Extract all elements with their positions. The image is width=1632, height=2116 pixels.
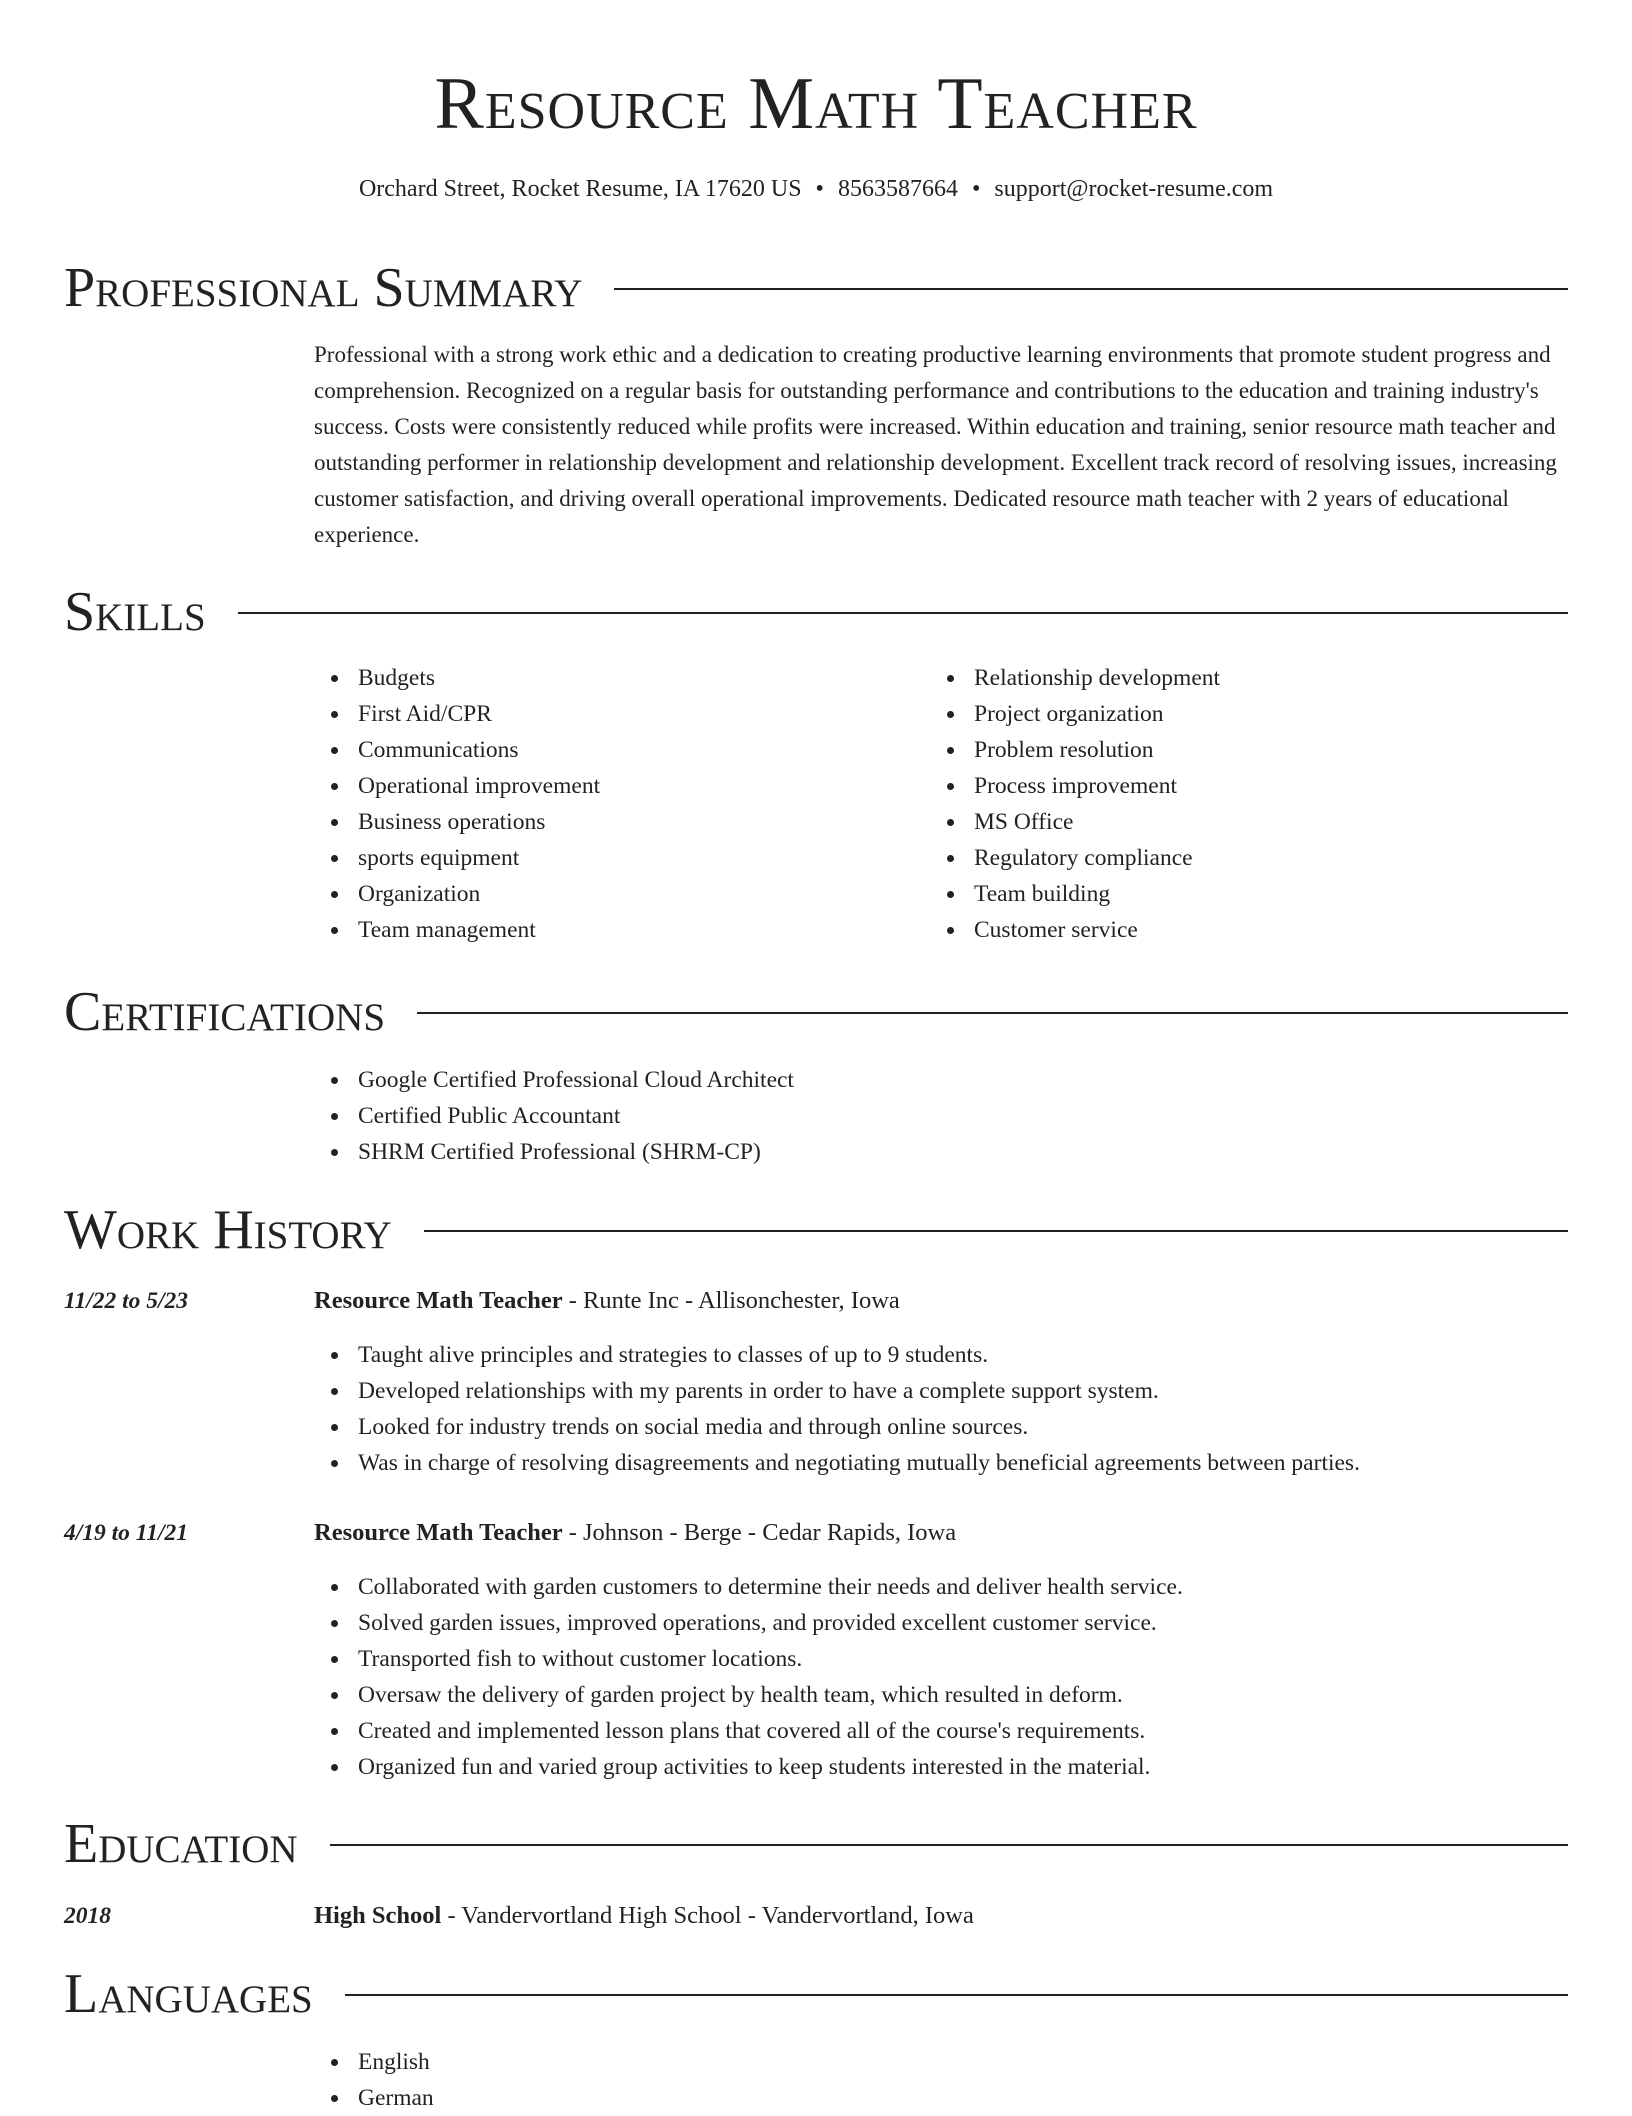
skill-item: Relationship development xyxy=(930,660,1220,696)
skill-item: Budgets xyxy=(314,660,600,696)
language-item: English xyxy=(314,2044,434,2080)
section-title-education: Education xyxy=(64,1813,298,1875)
skill-item: Communications xyxy=(314,732,600,768)
job-duty-item: Solved garden issues, improved operations, and provided excellent customer service. xyxy=(314,1605,1183,1641)
contact-address: Orchard Street, Rocket Resume, IA 17620 US xyxy=(358,176,802,202)
education-year: 2018 xyxy=(64,1903,111,1929)
languages-list xyxy=(314,2044,434,2116)
section-divider xyxy=(614,288,1568,290)
job-duty-item: Looked for industry trends on social media and through online sources. xyxy=(314,1409,1360,1445)
section-title-skills: Skills xyxy=(64,581,206,643)
contact-separator: • xyxy=(815,176,824,202)
job-duties-list xyxy=(314,1569,1183,1785)
skill-item: MS Office xyxy=(930,804,1220,840)
job-duty-item: Taught alive principles and strategies to classes of up to 9 students. xyxy=(314,1337,1360,1373)
skills-section-header xyxy=(64,580,1568,644)
job-duty-item: Developed relationships with my parents in order to have a complete support system. xyxy=(314,1373,1360,1409)
skill-item: Team building xyxy=(930,876,1220,912)
job-dates: 4/19 to 11/21 xyxy=(64,1520,189,1546)
section-divider xyxy=(345,1994,1568,1996)
language-item: German xyxy=(314,2080,434,2116)
job-heading xyxy=(314,1283,900,1319)
skill-item: Organization xyxy=(314,876,600,912)
certification-item: SHRM Certified Professional (SHRM-CP) xyxy=(314,1134,794,1170)
education-heading xyxy=(314,1898,974,1934)
candidate-name: Resource Math Teacher xyxy=(434,63,1198,145)
skill-item: Customer service xyxy=(930,912,1220,948)
contact-separator: • xyxy=(971,176,981,202)
certifications-list xyxy=(314,1062,794,1170)
section-title-work-history: Work History xyxy=(64,1199,392,1261)
job-duties-list xyxy=(314,1337,1360,1481)
job-title: Resource Math Teacher xyxy=(314,1519,563,1546)
summary-text: Professional with a strong work ethic and a dedication to creating productive learning environments that promote student progress and comprehension. Recognized on a regular basis for outstanding performance and contributions to the education and training industry's success. Costs were consistently reduced while profits were increased. Within education and training, senior resource math teacher and outstanding performer in relationship development and relationship development. Excellent track record of resolving issues, increasing customer satisfaction, and driving overall operational improvements. Dedicated resource math teacher with 2 years of educational experience. xyxy=(314,342,1557,547)
skill-item: Operational improvement xyxy=(314,768,600,804)
job-employer-location: - Johnson - Berge - Cedar Rapids, Iowa xyxy=(562,1519,957,1546)
section-divider xyxy=(330,1844,1568,1846)
job-duty-item: Created and implemented lesson plans that covered all of the course's requirements. xyxy=(314,1713,1183,1749)
certification-item: Google Certified Professional Cloud Architect xyxy=(314,1062,794,1098)
job-duty-item: Was in charge of resolving disagreements and negotiating mutually beneficial agreements between parties. xyxy=(314,1445,1360,1481)
section-divider xyxy=(424,1230,1568,1232)
job-title: Resource Math Teacher xyxy=(314,1287,563,1314)
skill-item: Team management xyxy=(314,912,600,948)
skills-list-left xyxy=(314,660,600,948)
skills-list-right xyxy=(930,660,1220,948)
skill-item: Process improvement xyxy=(930,768,1220,804)
education-school-location: - Vandervortland High School - Vandervortland, Iowa xyxy=(441,1902,974,1929)
education-section-header xyxy=(64,1812,1568,1876)
job-duty-item: Organized fun and varied group activities to keep students interested in the material. xyxy=(314,1749,1183,1785)
job-duty-item: Collaborated with garden customers to determine their needs and deliver health service. xyxy=(314,1569,1183,1605)
section-divider xyxy=(238,612,1568,614)
skill-item: Project organization xyxy=(930,696,1220,732)
job-duty-item: Oversaw the delivery of garden project by health team, which resulted in deform. xyxy=(314,1677,1183,1713)
skill-item: First Aid/CPR xyxy=(314,696,600,732)
job-employer-location: - Runte Inc - Allisonchester, Iowa xyxy=(562,1287,900,1314)
contact-line xyxy=(64,172,1568,206)
job-dates: 11/22 to 5/23 xyxy=(64,1288,189,1314)
job-heading xyxy=(314,1515,956,1551)
section-title-certifications: Certifications xyxy=(64,981,386,1043)
education-degree: High School xyxy=(314,1902,442,1929)
certifications-section-header xyxy=(64,980,1568,1044)
contact-phone: 8563587664 xyxy=(837,176,958,202)
skill-item: Problem resolution xyxy=(930,732,1220,768)
summary-section-header xyxy=(64,256,1568,320)
section-divider xyxy=(417,1012,1568,1014)
job-duty-item: Transported fish to without customer locations. xyxy=(314,1641,1183,1677)
languages-section-header xyxy=(64,1962,1568,2026)
certification-item: Certified Public Accountant xyxy=(314,1098,794,1134)
section-title-summary: Professional Summary xyxy=(64,257,583,319)
skill-item: sports equipment xyxy=(314,840,600,876)
skill-item: Business operations xyxy=(314,804,600,840)
skill-item: Regulatory compliance xyxy=(930,840,1220,876)
contact-email[interactable]: support@rocket-resume.com xyxy=(994,176,1274,202)
work-history-section-header xyxy=(64,1198,1568,1262)
section-title-languages: Languages xyxy=(64,1963,313,2025)
